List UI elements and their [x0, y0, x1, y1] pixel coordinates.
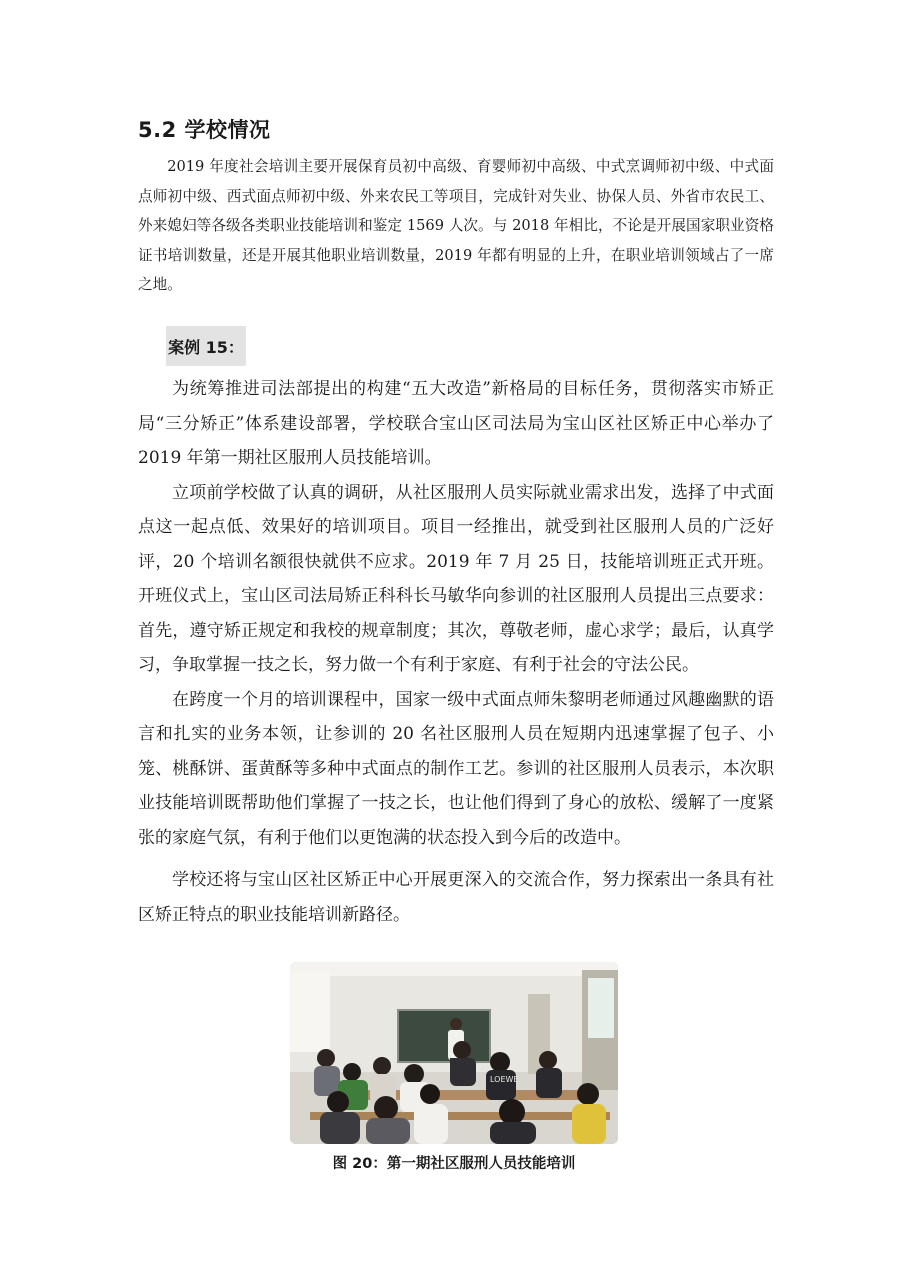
case-body: [138, 372, 774, 932]
case-label: 案例 15：: [166, 326, 246, 366]
case-paragraph-2: 立项前学校做了认真的调研，从社区服刑人员实际就业需求出发，选择了中式面点这一起点低、效果好的培训项目。项目一经推出，就受到社区服刑人员的广泛好评，20 个培训名额很快就供不应求。2019 年 7 月 25 日，技能培训班正式开班。开班仪式上，宝山区司法局矫正科科长马敏华向参训的社区服刑人员提出三点要求：首先，遵守矫正规定和我校的规章制度；其次，尊敬老师，虚心求学；最后，认真学习，争取掌握一技之长，努力做一个有利于家庭、有利于社会的守法公民。: [138, 482, 774, 675]
case-paragraph-4: 学校还将与宝山区社区矫正中心开展更深入的交流合作，努力探索出一条具有社区矫正特点的职业技能培训新路径。: [138, 870, 774, 925]
section-title: 5.2 学校情况: [138, 118, 271, 142]
case-paragraph-3: 在跨度一个月的培训课程中，国家一级中式面点师朱黎明老师通过风趣幽默的语言和扎实的业务本领，让参训的 20 名社区服刑人员在短期内迅速掌握了包子、小笼、桃酥饼、蛋黄酥等多种中式面点的制作工艺。参训的社区服刑人员表示，本次职业技能培训既帮助他们掌握了一技之长，也让他们得到了身心的放松、缓解了一度紧张的家庭气氛，有利于他们以更饱满的状态投入到今后的改造中。: [138, 689, 774, 848]
case-paragraph-1: 为统筹推进司法部提出的构建“五大改造”新格局的目标任务，贯彻落实市矫正局“三分矫正”体系建设部署，学校联合宝山区司法局为宝山区社区矫正中心举办了 2019 年第一期社区服刑人员技能培训。: [138, 379, 774, 468]
shirt-text: LOEWE: [490, 1075, 519, 1084]
figure-caption: 图 20：第一期社区服刑人员技能培训: [332, 1156, 576, 1172]
classroom-photo: [290, 962, 618, 1144]
intro-paragraph: 2019 年度社会培训主要开展保育员初中高级、育婴师初中高级、中式烹调师初中级、中式面点师初中级、西式面点师初中级、外来农民工等项目，完成针对失业、协保人员、外省市农民工、外来媳妇等各级各类职业技能培训和鉴定 1569 人次。与 2018 年相比，不论是开展国家职业资格证书培训数量，还是开展其他职业培训数量，2019 年都有明显的上升，在职业培训领域占了一席之地。: [138, 158, 774, 293]
